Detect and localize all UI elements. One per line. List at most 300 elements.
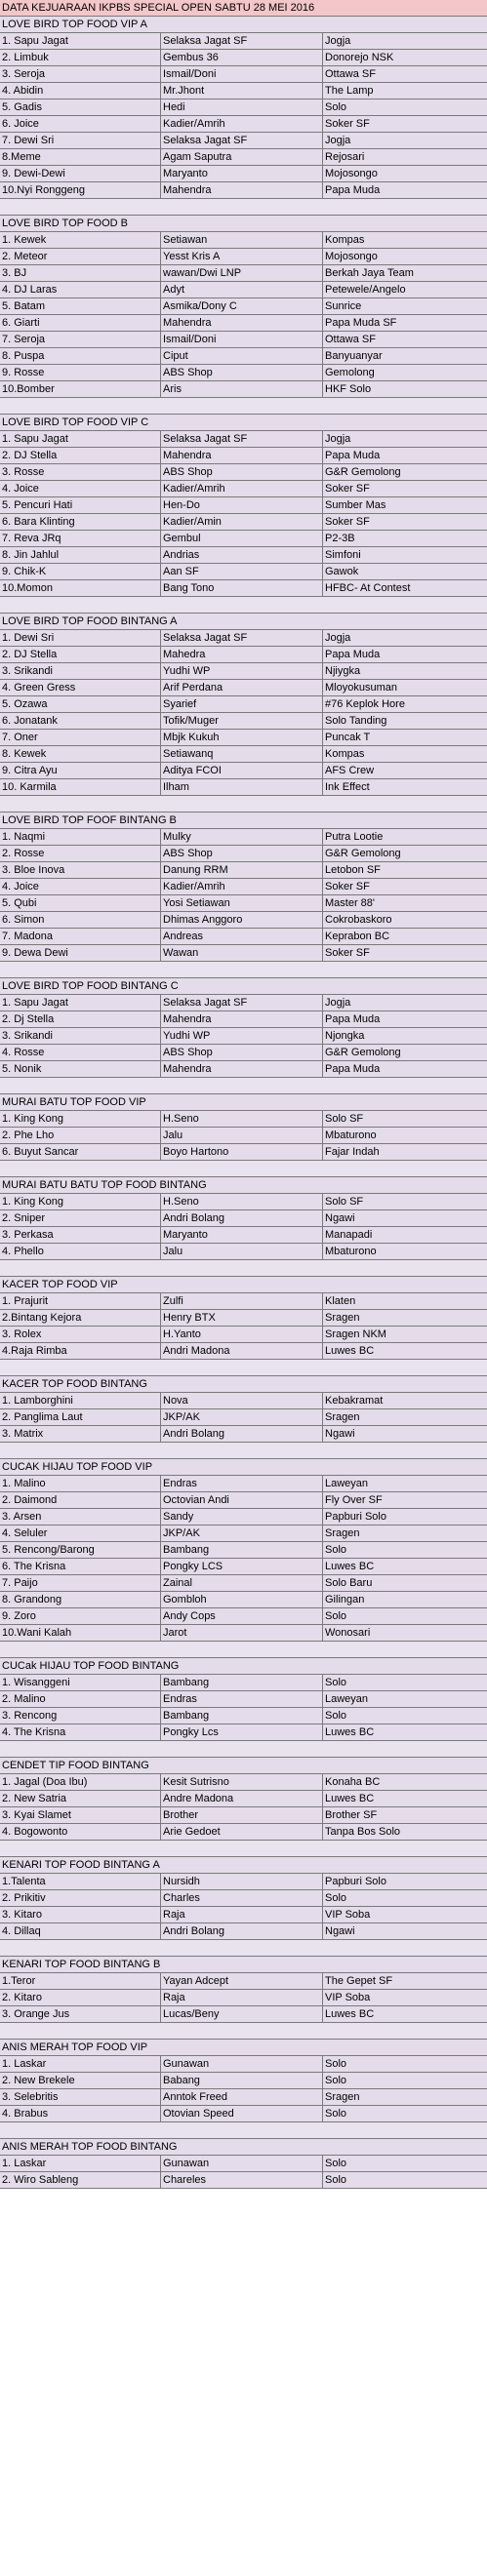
bird-name-cell: 3. BJ [0, 265, 161, 281]
team-cell: Papburi Solo [325, 1511, 386, 1523]
table-row [0, 1542, 487, 1559]
table-row [0, 1327, 487, 1343]
owner-cell: Andrias [161, 547, 323, 563]
table-row [0, 1608, 487, 1625]
bird-name-cell: 8. Kewek [0, 746, 161, 762]
bird-name-cell: 10.Wani Kalah [0, 1625, 161, 1641]
spacer-row [0, 1940, 487, 1957]
table-row [0, 448, 487, 464]
spacer-row [0, 1443, 487, 1459]
owner-cell: H.Seno [161, 1111, 323, 1127]
team-cell: Ink Effect [325, 781, 370, 793]
bird-name-cell: 4. Joice [0, 481, 161, 496]
bird-name-cell: 2. Phe Lho [0, 1128, 161, 1143]
bird-name-cell: 3. Orange Jus [0, 2006, 161, 2022]
team-cell: Keprabon BC [325, 931, 390, 942]
team-cell: Sragen [325, 1411, 360, 1423]
owner-cell: Mahendra [161, 315, 323, 331]
bird-name-cell: 5. Ozawa [0, 696, 161, 712]
team-cell: Master 88' [325, 897, 376, 909]
owner-cell: Ilham [161, 779, 323, 795]
bird-name-cell: 9. Dewa Dewi [0, 945, 161, 961]
team-cell: Manapadi [325, 1229, 373, 1241]
team-cell: Sragen [325, 1527, 360, 1539]
team-cell: Solo Baru [325, 1577, 373, 1589]
bird-name-cell: 2. Dj Stella [0, 1011, 161, 1027]
spacer-row [0, 597, 487, 614]
table-row [0, 912, 487, 929]
table-row [0, 763, 487, 779]
owner-cell: Pongky Lcs [161, 1724, 323, 1740]
table-row [0, 166, 487, 182]
bird-name-cell: 1. Dewi Sri [0, 630, 161, 646]
owner-cell: Bambang [161, 1675, 323, 1690]
team-cell: Klaten [325, 1295, 356, 1307]
section-heading-row [0, 1857, 487, 1874]
team-cell: HFBC- At Contest [325, 582, 411, 594]
owner-cell: Agam Saputra [161, 149, 323, 165]
table-row [0, 862, 487, 879]
team-cell: Kompas [325, 234, 365, 246]
bird-name-cell: 6. Giarti [0, 315, 161, 331]
team-cell: Papa Muda SF [325, 317, 397, 329]
owner-cell: Arie Gedoet [161, 1824, 323, 1840]
owner-cell: Arif Perdana [161, 680, 323, 695]
owner-cell: Nova [161, 1393, 323, 1408]
owner-cell: Gembul [161, 531, 323, 546]
table-row [0, 1890, 487, 1907]
team-cell: Simfoni [325, 549, 361, 561]
table-row [0, 381, 487, 398]
table-row [0, 1824, 487, 1841]
bird-name-cell: 9. Chik-K [0, 564, 161, 579]
table-row [0, 431, 487, 448]
section-heading-row [0, 1758, 487, 1774]
team-cell: Papa Muda [325, 649, 381, 660]
team-cell: Solo [325, 2075, 347, 2086]
bird-name-cell: 1. Jagal (Doa Ibu) [0, 1774, 161, 1790]
table-row [0, 1907, 487, 1923]
table-row [0, 1011, 487, 1028]
bird-name-cell: 6. Joice [0, 116, 161, 132]
table-row [0, 1476, 487, 1492]
team-cell: #76 Keplok Hore [325, 698, 405, 710]
table-row [0, 1509, 487, 1526]
bird-name-cell: 2. Malino [0, 1691, 161, 1707]
table-row [0, 630, 487, 647]
bird-name-cell: 5. Qubi [0, 895, 161, 911]
table-row [0, 1210, 487, 1227]
bird-name-cell: 4. The Krisna [0, 1724, 161, 1740]
owner-cell: Bambang [161, 1542, 323, 1558]
team-cell: Konaha BC [325, 1776, 381, 1788]
team-cell: Gemolong [325, 367, 375, 378]
team-cell: Ottawa SF [325, 68, 376, 80]
team-cell: Jogja [325, 35, 351, 47]
owner-cell: Yesst Kris A [161, 249, 323, 264]
team-cell: Jogja [325, 433, 351, 445]
team-cell: Solo [325, 101, 347, 113]
table-row [0, 647, 487, 663]
section-heading: LOVE BIRD TOP FOOF BINTANG B [2, 814, 177, 826]
bird-name-cell: 3. Bloe Inova [0, 862, 161, 878]
team-cell: Sunrice [325, 300, 362, 312]
table-row [0, 133, 487, 149]
owner-cell: Kadier/Amrih [161, 116, 323, 132]
owner-cell: Zulfi [161, 1293, 323, 1309]
owner-cell: Selaksa Jagat SF [161, 33, 323, 49]
team-cell: Papa Muda [325, 450, 381, 461]
table-row [0, 1128, 487, 1144]
bird-name-cell: 4. Bogowonto [0, 1824, 161, 1840]
table-row [0, 116, 487, 133]
owner-cell: Endras [161, 1476, 323, 1491]
team-cell: Sragen [325, 1312, 360, 1324]
team-cell: Berkah Jaya Team [325, 267, 414, 279]
team-cell: Solo [325, 2058, 347, 2070]
owner-cell: Kadier/Amin [161, 514, 323, 530]
bird-name-cell: 8. Jin Jahlul [0, 547, 161, 563]
table-row [0, 713, 487, 730]
bird-name-cell: 1. King Kong [0, 1111, 161, 1127]
bird-name-cell: 1. Naqmi [0, 829, 161, 845]
section-heading: KENARI TOP FOOD BINTANG A [2, 1859, 160, 1871]
bird-name-cell: 5. Rencong/Barong [0, 1542, 161, 1558]
spacer-row [0, 796, 487, 812]
table-row [0, 1111, 487, 1128]
bird-name-cell: 2. Sniper [0, 1210, 161, 1226]
team-cell: VIP Soba [325, 1909, 371, 1921]
owner-cell: Chareles [161, 2172, 323, 2188]
owner-cell: Gembus 36 [161, 50, 323, 65]
table-row [0, 232, 487, 249]
team-cell: Papa Muda [325, 1013, 381, 1025]
team-cell: Papa Muda [325, 184, 381, 196]
table-row [0, 746, 487, 763]
table-row [0, 497, 487, 514]
section-heading: ANIS MERAH TOP FOOD BINTANG [2, 2141, 178, 2153]
table-row [0, 66, 487, 83]
bird-name-cell: 8. Puspa [0, 348, 161, 364]
owner-cell: Setiawanq [161, 746, 323, 762]
table-row [0, 846, 487, 862]
table-row [0, 1244, 487, 1260]
bird-name-cell: 4. Joice [0, 879, 161, 894]
table-row [0, 1807, 487, 1824]
bird-name-cell: 8.Meme [0, 149, 161, 165]
owner-cell: Jarot [161, 1625, 323, 1641]
section-heading: CUCak HIJAU TOP FOOD BINTANG [2, 1660, 180, 1672]
owner-cell: Mahendra [161, 1011, 323, 1027]
owner-cell: Raja [161, 1907, 323, 1922]
bird-name-cell: 10.Bomber [0, 381, 161, 397]
table-row [0, 580, 487, 597]
team-cell: Solo [325, 1710, 347, 1722]
owner-cell: Kadier/Amrih [161, 481, 323, 496]
table-row [0, 1293, 487, 1310]
owner-cell: Zainal [161, 1575, 323, 1591]
table-row [0, 929, 487, 945]
bird-name-cell: 4.Raja Rimba [0, 1343, 161, 1359]
bird-name-cell: 3. Srikandi [0, 663, 161, 679]
team-cell: Mloyokusuman [325, 682, 397, 694]
section-heading: ANIS MERAH TOP FOOD VIP [2, 2041, 148, 2053]
owner-cell: ABS Shop [161, 1045, 323, 1060]
owner-cell: ABS Shop [161, 846, 323, 861]
bird-name-cell: 2. Meteor [0, 249, 161, 264]
bird-name-cell: 3. Rosse [0, 464, 161, 480]
owner-cell: Andre Madona [161, 1791, 323, 1806]
team-cell: Soker SF [325, 516, 370, 528]
owner-cell: Tofik/Muger [161, 713, 323, 729]
bird-name-cell: 1. Malino [0, 1476, 161, 1491]
bird-name-cell: 1. King Kong [0, 1194, 161, 1209]
section-heading-row [0, 1094, 487, 1111]
owner-cell: Anntok Freed [161, 2089, 323, 2105]
owner-cell: Kesit Sutrisno [161, 1774, 323, 1790]
table-row [0, 1061, 487, 1078]
team-cell: Gawok [325, 566, 359, 577]
team-cell: Papburi Solo [325, 1876, 386, 1887]
owner-cell: Selaksa Jagat SF [161, 133, 323, 148]
owner-cell: Babang [161, 2073, 323, 2088]
table-row [0, 1691, 487, 1708]
section-heading-row [0, 812, 487, 829]
owner-cell: Andri Bolang [161, 1210, 323, 1226]
table-row [0, 1973, 487, 1990]
bird-name-cell: 1. Laskar [0, 2056, 161, 2072]
table-row [0, 1990, 487, 2006]
table-row [0, 945, 487, 962]
table-row [0, 547, 487, 564]
owner-cell: Yosi Setiawan [161, 895, 323, 911]
table-row [0, 1492, 487, 1509]
owner-cell: Maryanto [161, 166, 323, 181]
team-cell: Banyuanyar [325, 350, 383, 362]
owner-cell: JKP/AK [161, 1526, 323, 1541]
bird-name-cell: 1. Sapu Jagat [0, 431, 161, 447]
bird-name-cell: 2. New Satria [0, 1791, 161, 1806]
table-row [0, 365, 487, 381]
owner-cell: Hedi [161, 99, 323, 115]
bird-name-cell: 6. Jonatank [0, 713, 161, 729]
team-cell: The Lamp [325, 85, 374, 97]
owner-cell: Dhimas Anggoro [161, 912, 323, 928]
bird-name-cell: 4. Dillaq [0, 1923, 161, 1939]
bird-name-cell: 6. Bara Klinting [0, 514, 161, 530]
owner-cell: Mbjk Kukuh [161, 730, 323, 745]
spacer-row [0, 398, 487, 415]
team-cell: Ngawi [325, 1428, 355, 1440]
table-row [0, 99, 487, 116]
bird-name-cell: 3. Selebritis [0, 2089, 161, 2105]
team-cell: The Gepet SF [325, 1975, 393, 1987]
owner-cell: Mulky [161, 829, 323, 845]
owner-cell: Yayan Adcept [161, 1973, 323, 1989]
sheet-title: DATA KEJUARAAN IKPBS SPECIAL OPEN SABTU 28 MEI 2016 [2, 2, 315, 14]
owner-cell: ABS Shop [161, 365, 323, 380]
team-cell: Kompas [325, 748, 365, 760]
team-cell: Rejosari [325, 151, 365, 163]
bird-name-cell: 2. Kitaro [0, 1990, 161, 2005]
section-heading-row [0, 1177, 487, 1194]
table-row [0, 1343, 487, 1360]
bird-name-cell: 2. Daimond [0, 1492, 161, 1508]
team-cell: Solo [325, 2158, 347, 2169]
table-row [0, 1393, 487, 1409]
section-heading-row [0, 1459, 487, 1476]
section-heading: MURAI BATU TOP FOOD VIP [2, 1096, 146, 1108]
bird-name-cell: 7. Dewi Sri [0, 133, 161, 148]
owner-cell: Pongky LCS [161, 1559, 323, 1574]
bird-name-cell: 5. Gadis [0, 99, 161, 115]
bird-name-cell: 7. Oner [0, 730, 161, 745]
table-row [0, 2172, 487, 2189]
table-row [0, 696, 487, 713]
table-row [0, 149, 487, 166]
bird-name-cell: 5. Batam [0, 298, 161, 314]
section-heading-row [0, 216, 487, 232]
owner-cell: ABS Shop [161, 464, 323, 480]
owner-cell: Mr.Jhont [161, 83, 323, 99]
bird-name-cell: 1.Talenta [0, 1874, 161, 1889]
team-cell: Jogja [325, 632, 351, 644]
team-cell: Soker SF [325, 881, 370, 892]
table-row [0, 249, 487, 265]
section-heading: MURAI BATU BATU TOP FOOD BINTANG [2, 1179, 207, 1191]
bird-name-cell: 3. Perkasa [0, 1227, 161, 1243]
table-row [0, 2156, 487, 2172]
team-cell: Brother SF [325, 1809, 378, 1821]
table-row [0, 1409, 487, 1426]
table-row [0, 1227, 487, 1244]
team-cell: Luwes BC [325, 2008, 375, 2020]
bird-name-cell: 9. Zoro [0, 1608, 161, 1624]
table-row [0, 332, 487, 348]
owner-cell: Selaksa Jagat SF [161, 630, 323, 646]
table-row [0, 1526, 487, 1542]
spacer-row [0, 2122, 487, 2139]
team-cell: P2-3B [325, 533, 355, 544]
table-row [0, 33, 487, 50]
table-row [0, 730, 487, 746]
team-cell: Mbaturono [325, 1129, 377, 1141]
bird-name-cell: 9. Dewi-Dewi [0, 166, 161, 181]
owner-cell: Kadier/Amrih [161, 879, 323, 894]
section-heading-row [0, 1957, 487, 1973]
owner-cell: Mahendra [161, 448, 323, 463]
team-cell: Soker SF [325, 118, 370, 130]
bird-name-cell: 1. Prajurit [0, 1293, 161, 1309]
team-cell: Solo [325, 1610, 347, 1622]
section-heading: LOVE BIRD TOP FOOD VIP A [2, 19, 147, 30]
table-row [0, 1791, 487, 1807]
owner-cell: H.Yanto [161, 1327, 323, 1342]
table-row [0, 1724, 487, 1741]
table-row [0, 481, 487, 497]
bird-name-cell: 3. Srikandi [0, 1028, 161, 1044]
table-row [0, 464, 487, 481]
bird-name-cell: 4. Green Gress [0, 680, 161, 695]
owner-cell: Danung RRM [161, 862, 323, 878]
bird-name-cell: 2. Rosse [0, 846, 161, 861]
team-cell: Soker SF [325, 483, 370, 495]
section-heading: LOVE BIRD TOP FOOD VIP C [2, 416, 149, 428]
spacer-row [0, 2023, 487, 2040]
table-row [0, 1923, 487, 1940]
bird-name-cell: 4. Rosse [0, 1045, 161, 1060]
bird-name-cell: 3. Matrix [0, 1426, 161, 1442]
section-heading: KACER TOP FOOD BINTANG [2, 1378, 147, 1390]
section-heading: CUCAK HIJAU TOP FOOD VIP [2, 1461, 153, 1473]
table-row [0, 829, 487, 846]
owner-cell: Endras [161, 1691, 323, 1707]
owner-cell: Andri Bolang [161, 1923, 323, 1939]
bird-name-cell: 2. Prikitiv [0, 1890, 161, 1906]
owner-cell: Hen-Do [161, 497, 323, 513]
table-row [0, 1426, 487, 1443]
owner-cell: Andy Cops [161, 1608, 323, 1624]
table-row [0, 531, 487, 547]
team-cell: G&R Gemolong [325, 466, 401, 478]
bird-name-cell: 9. Rosse [0, 365, 161, 380]
owner-cell: Henry BTX [161, 1310, 323, 1326]
owner-cell: Lucas/Beny [161, 2006, 323, 2022]
owner-cell: Setiawan [161, 232, 323, 248]
spacer-row [0, 199, 487, 216]
table-row [0, 2106, 487, 2122]
owner-cell: Syarief [161, 696, 323, 712]
owner-cell: Sandy [161, 1509, 323, 1525]
bird-name-cell: 2.Bintang Kejora [0, 1310, 161, 1326]
owner-cell: Bang Tono [161, 580, 323, 596]
owner-cell: Aan SF [161, 564, 323, 579]
owner-cell: Aris [161, 381, 323, 397]
table-row [0, 1675, 487, 1691]
team-cell: Sragen NKM [325, 1328, 386, 1340]
section-heading-row [0, 17, 487, 33]
table-row [0, 182, 487, 199]
team-cell: Solo [325, 1677, 347, 1688]
team-cell: Jogja [325, 997, 351, 1009]
bird-name-cell: 7. Seroja [0, 332, 161, 347]
spacer-row [0, 962, 487, 978]
spacer-row [0, 1642, 487, 1658]
table-row [0, 1310, 487, 1327]
owner-cell: Andri Madona [161, 1343, 323, 1359]
owner-cell: Boyo Hartono [161, 1144, 323, 1160]
table-row [0, 315, 487, 332]
owner-cell: Otovian Speed [161, 2106, 323, 2121]
owner-cell: H.Seno [161, 1194, 323, 1209]
spacer-row [0, 1841, 487, 1857]
bird-name-cell: 5. Pencuri Hati [0, 497, 161, 513]
section-heading-row [0, 978, 487, 995]
owner-cell: Ismail/Doni [161, 66, 323, 82]
bird-name-cell: 6. Buyut Sancar [0, 1144, 161, 1160]
bird-name-cell: 4. Seluler [0, 1526, 161, 1541]
team-cell: Solo Tanding [325, 715, 387, 727]
team-cell: Luwes BC [325, 1726, 375, 1738]
team-cell: Mojosongo [325, 251, 378, 262]
bird-name-cell: 3. Rencong [0, 1708, 161, 1724]
owner-cell: Yudhi WP [161, 1028, 323, 1044]
team-cell: Fajar Indah [325, 1146, 380, 1158]
bird-name-cell: 1. Laskar [0, 2156, 161, 2171]
spacer-row [0, 1360, 487, 1376]
owner-cell: Andri Bolang [161, 1426, 323, 1442]
team-cell: Putra Lootie [325, 831, 384, 843]
